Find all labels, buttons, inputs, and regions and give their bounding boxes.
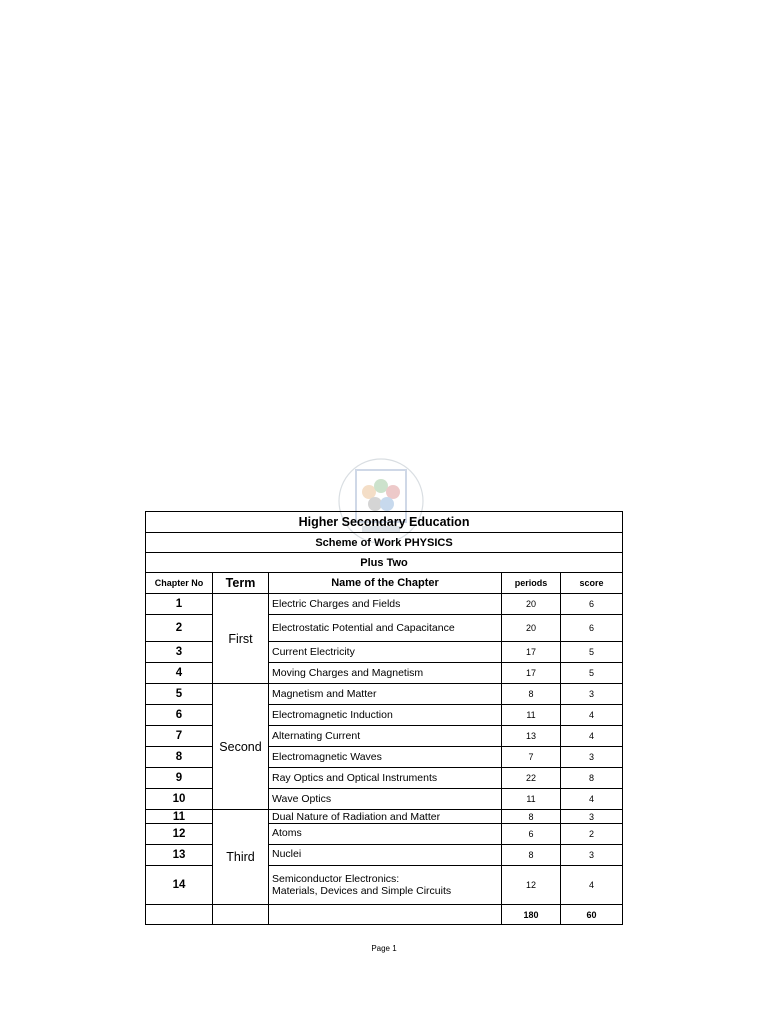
chapter-periods: 11 (502, 789, 561, 810)
chapter-number: 7 (146, 726, 213, 747)
header-score: score (561, 573, 623, 594)
chapter-name-line-1: Semiconductor Electronics: (272, 873, 400, 885)
chapter-name: Ray Optics and Optical Instruments (269, 768, 502, 789)
chapter-score: 4 (561, 726, 623, 747)
chapter-name: Magnetism and Matter (269, 684, 502, 705)
header-chapter-no: Chapter No (146, 573, 213, 594)
header-term: Term (213, 573, 269, 594)
chapter-periods: 12 (502, 866, 561, 905)
empty-cell (146, 905, 213, 925)
table-row (146, 810, 623, 824)
chapter-periods: 17 (502, 663, 561, 684)
chapter-periods: 17 (502, 642, 561, 663)
chapter-periods: 8 (502, 810, 561, 824)
term-second: Second (213, 684, 269, 810)
header-row (146, 573, 623, 594)
chapter-number: 1 (146, 594, 213, 615)
chapter-periods: 20 (502, 615, 561, 642)
chapter-periods: 13 (502, 726, 561, 747)
total-score: 60 (561, 905, 623, 925)
chapter-score: 5 (561, 642, 623, 663)
chapter-number: 13 (146, 845, 213, 866)
chapter-score: 4 (561, 866, 623, 905)
chapter-number: 5 (146, 684, 213, 705)
table-row (146, 684, 623, 705)
chapter-name: Alternating Current (269, 726, 502, 747)
chapter-number: 6 (146, 705, 213, 726)
chapter-name: Current Electricity (269, 642, 502, 663)
chapter-number: 2 (146, 615, 213, 642)
chapter-name: Electric Charges and Fields (269, 594, 502, 615)
class-label: Plus Two (146, 553, 623, 573)
chapter-score: 4 (561, 789, 623, 810)
chapter-number: 11 (146, 810, 213, 824)
total-periods: 180 (502, 905, 561, 925)
empty-cell (213, 905, 269, 925)
header-periods: periods (502, 573, 561, 594)
chapter-name: Electrostatic Potential and Capacitance (269, 615, 502, 642)
chapter-number: 10 (146, 789, 213, 810)
chapter-score: 6 (561, 615, 623, 642)
chapter-periods: 20 (502, 594, 561, 615)
chapter-number: 8 (146, 747, 213, 768)
header-chapter-name: Name of the Chapter (269, 573, 502, 594)
chapter-name: Electromagnetic Waves (269, 747, 502, 768)
term-third: Third (213, 810, 269, 905)
chapter-score: 5 (561, 663, 623, 684)
chapter-number: 3 (146, 642, 213, 663)
chapter-periods: 22 (502, 768, 561, 789)
document-subtitle: Scheme of Work PHYSICS (146, 533, 623, 553)
term-first: First (213, 594, 269, 684)
chapter-name: Atoms (269, 824, 502, 845)
chapter-name: Electromagnetic Induction (269, 705, 502, 726)
scheme-of-work-table (145, 511, 623, 925)
chapter-name: Moving Charges and Magnetism (269, 663, 502, 684)
chapter-score: 8 (561, 768, 623, 789)
chapter-number: 12 (146, 824, 213, 845)
chapter-score: 3 (561, 747, 623, 768)
table-row (146, 594, 623, 615)
page-number: Page 1 (371, 944, 397, 953)
chapter-name: Nuclei (269, 845, 502, 866)
chapter-score: 2 (561, 824, 623, 845)
chapter-score: 3 (561, 845, 623, 866)
chapter-number: 14 (146, 866, 213, 905)
chapter-number: 9 (146, 768, 213, 789)
chapter-periods: 8 (502, 684, 561, 705)
chapter-score: 3 (561, 810, 623, 824)
chapter-name-line-2: Materials, Devices and Simple Circuits (272, 885, 452, 897)
chapter-name: Dual Nature of Radiation and Matter (269, 810, 502, 824)
chapter-name: Wave Optics (269, 789, 502, 810)
empty-cell (269, 905, 502, 925)
totals-row (146, 905, 623, 925)
chapter-name (269, 866, 502, 905)
document-title: Higher Secondary Education (146, 512, 623, 533)
chapter-periods: 7 (502, 747, 561, 768)
chapter-periods: 6 (502, 824, 561, 845)
chapter-score: 4 (561, 705, 623, 726)
chapter-number: 4 (146, 663, 213, 684)
chapter-score: 3 (561, 684, 623, 705)
chapter-periods: 8 (502, 845, 561, 866)
chapter-score: 6 (561, 594, 623, 615)
chapter-periods: 11 (502, 705, 561, 726)
